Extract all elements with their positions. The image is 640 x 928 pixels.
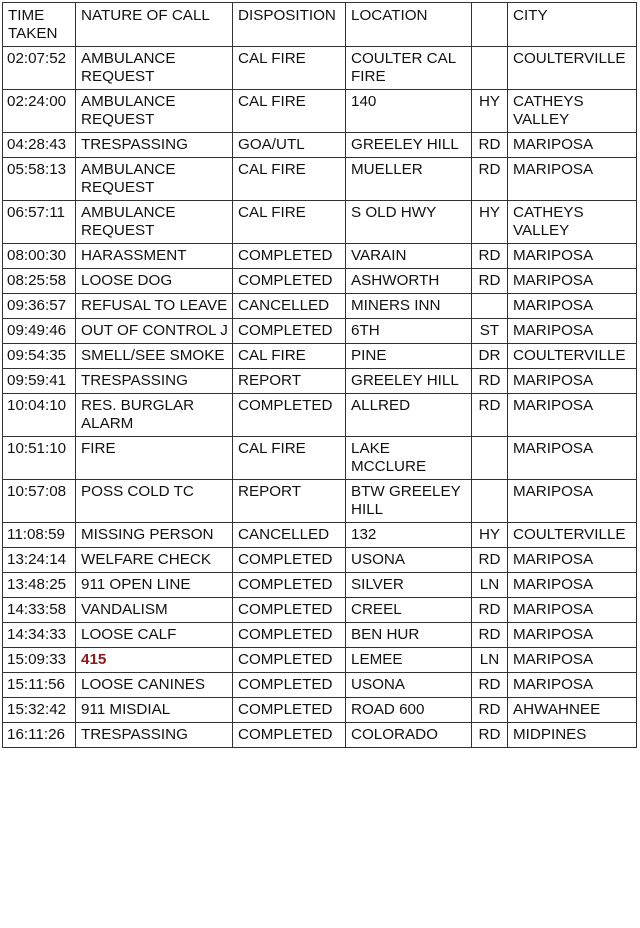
- disposition-cell: REPORT: [233, 369, 346, 394]
- city-cell: CATHEYS VALLEY: [508, 201, 637, 244]
- time-cell: 02:07:52: [3, 47, 76, 90]
- nature-cell: AMBULANCE REQUEST: [76, 158, 233, 201]
- city-cell: MARIPOSA: [508, 548, 637, 573]
- disposition-cell: COMPLETED: [233, 648, 346, 673]
- city-cell: MARIPOSA: [508, 319, 637, 344]
- time-cell: 04:28:43: [3, 133, 76, 158]
- city-cell: MARIPOSA: [508, 648, 637, 673]
- time-cell: 06:57:11: [3, 201, 76, 244]
- location-suffix-cell: LN: [472, 648, 508, 673]
- location-suffix-cell: [472, 437, 508, 480]
- city-cell: AHWAHNEE: [508, 698, 637, 723]
- nature-cell: POSS COLD TC: [76, 480, 233, 523]
- nature-cell: REFUSAL TO LEAVE: [76, 294, 233, 319]
- disposition-cell: CAL FIRE: [233, 90, 346, 133]
- disposition-cell: REPORT: [233, 480, 346, 523]
- header-time-taken: TIME TAKEN: [3, 3, 76, 47]
- disposition-cell: COMPLETED: [233, 598, 346, 623]
- nature-cell: AMBULANCE REQUEST: [76, 90, 233, 133]
- city-cell: COULTERVILLE: [508, 47, 637, 90]
- nature-cell: TRESPASSING: [76, 723, 233, 748]
- location-cell: GREELEY HILL: [346, 133, 472, 158]
- location-suffix-cell: [472, 47, 508, 90]
- city-cell: MARIPOSA: [508, 158, 637, 201]
- location-suffix-cell: RD: [472, 548, 508, 573]
- location-cell: MUELLER: [346, 158, 472, 201]
- disposition-cell: CAL FIRE: [233, 437, 346, 480]
- location-cell: ASHWORTH: [346, 269, 472, 294]
- location-suffix-cell: LN: [472, 573, 508, 598]
- call-log-table: [2, 2, 637, 748]
- city-cell: MARIPOSA: [508, 294, 637, 319]
- time-cell: 10:51:10: [3, 437, 76, 480]
- disposition-cell: COMPLETED: [233, 573, 346, 598]
- header-location-suffix: [472, 3, 508, 47]
- disposition-cell: CAL FIRE: [233, 201, 346, 244]
- city-cell: MARIPOSA: [508, 369, 637, 394]
- location-cell: COLORADO: [346, 723, 472, 748]
- location-cell: PINE: [346, 344, 472, 369]
- city-cell: MARIPOSA: [508, 133, 637, 158]
- nature-cell: OUT OF CONTROL J: [76, 319, 233, 344]
- nature-cell: 911 MISDIAL: [76, 698, 233, 723]
- table-row: [3, 723, 637, 748]
- nature-cell: HARASSMENT: [76, 244, 233, 269]
- location-cell: COULTER CAL FIRE: [346, 47, 472, 90]
- location-suffix-cell: RD: [472, 133, 508, 158]
- disposition-cell: COMPLETED: [233, 319, 346, 344]
- location-suffix-cell: RD: [472, 673, 508, 698]
- nature-cell: RES. BURGLAR ALARM: [76, 394, 233, 437]
- location-suffix-cell: RD: [472, 158, 508, 201]
- nature-cell: TRESPASSING: [76, 133, 233, 158]
- city-cell: MARIPOSA: [508, 480, 637, 523]
- time-cell: 05:58:13: [3, 158, 76, 201]
- table-row: [3, 648, 637, 673]
- location-cell: GREELEY HILL: [346, 369, 472, 394]
- location-cell: MINERS INN: [346, 294, 472, 319]
- nature-cell: 415: [76, 648, 233, 673]
- table-row: [3, 573, 637, 598]
- disposition-cell: CAL FIRE: [233, 344, 346, 369]
- header-row: [3, 3, 637, 47]
- location-suffix-cell: RD: [472, 269, 508, 294]
- location-suffix-cell: RD: [472, 394, 508, 437]
- time-cell: 09:36:57: [3, 294, 76, 319]
- location-cell: 132: [346, 523, 472, 548]
- time-cell: 14:33:58: [3, 598, 76, 623]
- table-row: [3, 369, 637, 394]
- location-cell: USONA: [346, 673, 472, 698]
- table-row: [3, 47, 637, 90]
- table-row: [3, 158, 637, 201]
- city-cell: MARIPOSA: [508, 673, 637, 698]
- table-row: [3, 548, 637, 573]
- city-cell: COULTERVILLE: [508, 344, 637, 369]
- table-row: [3, 244, 637, 269]
- location-suffix-cell: RD: [472, 598, 508, 623]
- header-nature-of-call: NATURE OF CALL: [76, 3, 233, 47]
- time-cell: 16:11:26: [3, 723, 76, 748]
- location-suffix-cell: [472, 294, 508, 319]
- time-cell: 10:57:08: [3, 480, 76, 523]
- location-suffix-cell: RD: [472, 723, 508, 748]
- time-cell: 13:24:14: [3, 548, 76, 573]
- time-cell: 09:49:46: [3, 319, 76, 344]
- nature-cell: LOOSE CALF: [76, 623, 233, 648]
- city-cell: MIDPINES: [508, 723, 637, 748]
- nature-cell: VANDALISM: [76, 598, 233, 623]
- time-cell: 08:25:58: [3, 269, 76, 294]
- time-cell: 09:54:35: [3, 344, 76, 369]
- location-cell: LAKE MCCLURE: [346, 437, 472, 480]
- table-row: [3, 90, 637, 133]
- location-cell: USONA: [346, 548, 472, 573]
- header-location: LOCATION: [346, 3, 472, 47]
- time-cell: 15:09:33: [3, 648, 76, 673]
- time-cell: 09:59:41: [3, 369, 76, 394]
- table-row: [3, 133, 637, 158]
- disposition-cell: GOA/UTL: [233, 133, 346, 158]
- time-cell: 14:34:33: [3, 623, 76, 648]
- nature-cell: SMELL/SEE SMOKE: [76, 344, 233, 369]
- location-suffix-cell: HY: [472, 523, 508, 548]
- nature-cell: MISSING PERSON: [76, 523, 233, 548]
- nature-cell: AMBULANCE REQUEST: [76, 201, 233, 244]
- table-row: [3, 698, 637, 723]
- time-cell: 10:04:10: [3, 394, 76, 437]
- nature-cell: FIRE: [76, 437, 233, 480]
- header-disposition: DISPOSITION: [233, 3, 346, 47]
- nature-cell: LOOSE CANINES: [76, 673, 233, 698]
- table-row: [3, 673, 637, 698]
- location-cell: 6TH: [346, 319, 472, 344]
- location-suffix-cell: ST: [472, 319, 508, 344]
- city-cell: MARIPOSA: [508, 623, 637, 648]
- disposition-cell: COMPLETED: [233, 623, 346, 648]
- location-cell: BTW GREELEY HILL: [346, 480, 472, 523]
- table-row: [3, 319, 637, 344]
- table-row: [3, 437, 637, 480]
- location-suffix-cell: RD: [472, 698, 508, 723]
- location-cell: SILVER: [346, 573, 472, 598]
- table-row: [3, 480, 637, 523]
- disposition-cell: COMPLETED: [233, 723, 346, 748]
- header-city: CITY: [508, 3, 637, 47]
- location-cell: CREEL: [346, 598, 472, 623]
- table-row: [3, 598, 637, 623]
- table-row: [3, 623, 637, 648]
- table-row: [3, 523, 637, 548]
- time-cell: 02:24:00: [3, 90, 76, 133]
- city-cell: COULTERVILLE: [508, 523, 637, 548]
- disposition-cell: COMPLETED: [233, 548, 346, 573]
- time-cell: 13:48:25: [3, 573, 76, 598]
- time-cell: 11:08:59: [3, 523, 76, 548]
- table-row: [3, 294, 637, 319]
- city-cell: MARIPOSA: [508, 573, 637, 598]
- location-suffix-cell: [472, 480, 508, 523]
- disposition-cell: CAL FIRE: [233, 47, 346, 90]
- nature-cell: 911 OPEN LINE: [76, 573, 233, 598]
- city-cell: MARIPOSA: [508, 598, 637, 623]
- disposition-cell: COMPLETED: [233, 673, 346, 698]
- nature-cell: WELFARE CHECK: [76, 548, 233, 573]
- disposition-cell: CANCELLED: [233, 523, 346, 548]
- location-cell: BEN HUR: [346, 623, 472, 648]
- location-cell: LEMEE: [346, 648, 472, 673]
- location-suffix-cell: HY: [472, 201, 508, 244]
- city-cell: MARIPOSA: [508, 244, 637, 269]
- location-cell: ALLRED: [346, 394, 472, 437]
- table-row: [3, 394, 637, 437]
- disposition-cell: COMPLETED: [233, 698, 346, 723]
- nature-cell: LOOSE DOG: [76, 269, 233, 294]
- table-row: [3, 344, 637, 369]
- location-suffix-cell: RD: [472, 623, 508, 648]
- location-suffix-cell: RD: [472, 244, 508, 269]
- location-cell: VARAIN: [346, 244, 472, 269]
- location-cell: ROAD 600: [346, 698, 472, 723]
- disposition-cell: COMPLETED: [233, 244, 346, 269]
- disposition-cell: CANCELLED: [233, 294, 346, 319]
- location-suffix-cell: HY: [472, 90, 508, 133]
- time-cell: 15:11:56: [3, 673, 76, 698]
- disposition-cell: CAL FIRE: [233, 158, 346, 201]
- nature-cell: TRESPASSING: [76, 369, 233, 394]
- location-suffix-cell: RD: [472, 369, 508, 394]
- nature-cell: AMBULANCE REQUEST: [76, 47, 233, 90]
- city-cell: CATHEYS VALLEY: [508, 90, 637, 133]
- time-cell: 15:32:42: [3, 698, 76, 723]
- city-cell: MARIPOSA: [508, 437, 637, 480]
- city-cell: MARIPOSA: [508, 269, 637, 294]
- disposition-cell: COMPLETED: [233, 394, 346, 437]
- location-suffix-cell: DR: [472, 344, 508, 369]
- city-cell: MARIPOSA: [508, 394, 637, 437]
- table-row: [3, 269, 637, 294]
- table-row: [3, 201, 637, 244]
- location-cell: 140: [346, 90, 472, 133]
- location-cell: S OLD HWY: [346, 201, 472, 244]
- disposition-cell: COMPLETED: [233, 269, 346, 294]
- time-cell: 08:00:30: [3, 244, 76, 269]
